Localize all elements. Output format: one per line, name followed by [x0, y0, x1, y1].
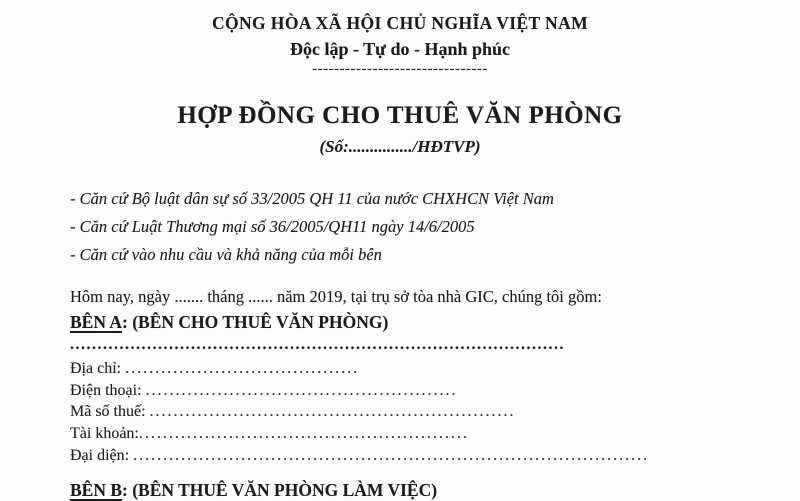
- party-a-name: BÊN A: [70, 312, 123, 332]
- field-label: Địa chỉ:: [70, 360, 126, 377]
- field-label: Tài khoản:: [70, 425, 139, 443]
- legal-bases-list: [70, 185, 740, 269]
- field-label: Điện thoại:: [70, 381, 146, 399]
- party-b-heading: [70, 479, 760, 501]
- field-row-phone: [70, 380, 760, 402]
- field-label: Mã số thuế:: [70, 403, 150, 421]
- party-a-descriptor: : (BÊN CHO THUÊ VĂN PHÒNG): [122, 312, 389, 332]
- legal-basis-item: - Căn cứ Luật Thương mại số 36/2005/QH11 ngày 14/6/2005: [70, 217, 475, 236]
- field-row-tax-code: [70, 401, 760, 423]
- field-dotted-blank: ......................................................................................: [133, 446, 650, 464]
- field-dotted-blank: .......................................................: [138, 425, 469, 443]
- field-dotted-blank: .............................................................: [149, 403, 516, 421]
- contract-number-line: (Số:.............../HĐTVP): [319, 137, 481, 156]
- party-a-fields: [70, 358, 760, 467]
- national-motto: Độc lập - Tự do - Hạnh phúc: [289, 39, 511, 59]
- field-dotted-blank: ....................................................: [145, 381, 458, 399]
- header-dashed-separator: --------------------------------: [312, 61, 488, 77]
- field-row-bank-account: [70, 423, 760, 445]
- field-row-address: [70, 358, 760, 380]
- opening-line: Hôm nay, ngày ....... tháng ...... năm 2019, tại trụ sở tòa nhà GIC, chúng tôi gồm:: [70, 287, 602, 306]
- field-row-representative: [70, 445, 760, 467]
- party-b-descriptor: : (BÊN THUÊ VĂN PHÒNG LÀM VIỆC): [122, 479, 438, 500]
- party-b-name: BÊN B: [70, 479, 123, 500]
- legal-basis-item: - Căn cứ Bộ luật dân sự số 33/2005 QH 11 của nước CHXHCN Việt Nam: [70, 189, 554, 208]
- national-header: [0, 12, 800, 75]
- field-label: Đại diện:: [70, 446, 134, 464]
- national-header-line: CỘNG HÒA XÃ HỘI CHỦ NGHĨA VIỆT NAM: [211, 13, 589, 33]
- document-title: HỢP ĐỒNG CHO THUÊ VĂN PHÒNG: [177, 102, 623, 129]
- party-a-heading: [70, 311, 760, 333]
- field-dotted-blank: .......................................: [125, 360, 360, 377]
- party-a-company-dotted-line: ..........................................................................................: [70, 337, 565, 352]
- legal-basis-item: - Căn cứ vào nhu cầu và khả năng của mỗi bên: [70, 245, 382, 264]
